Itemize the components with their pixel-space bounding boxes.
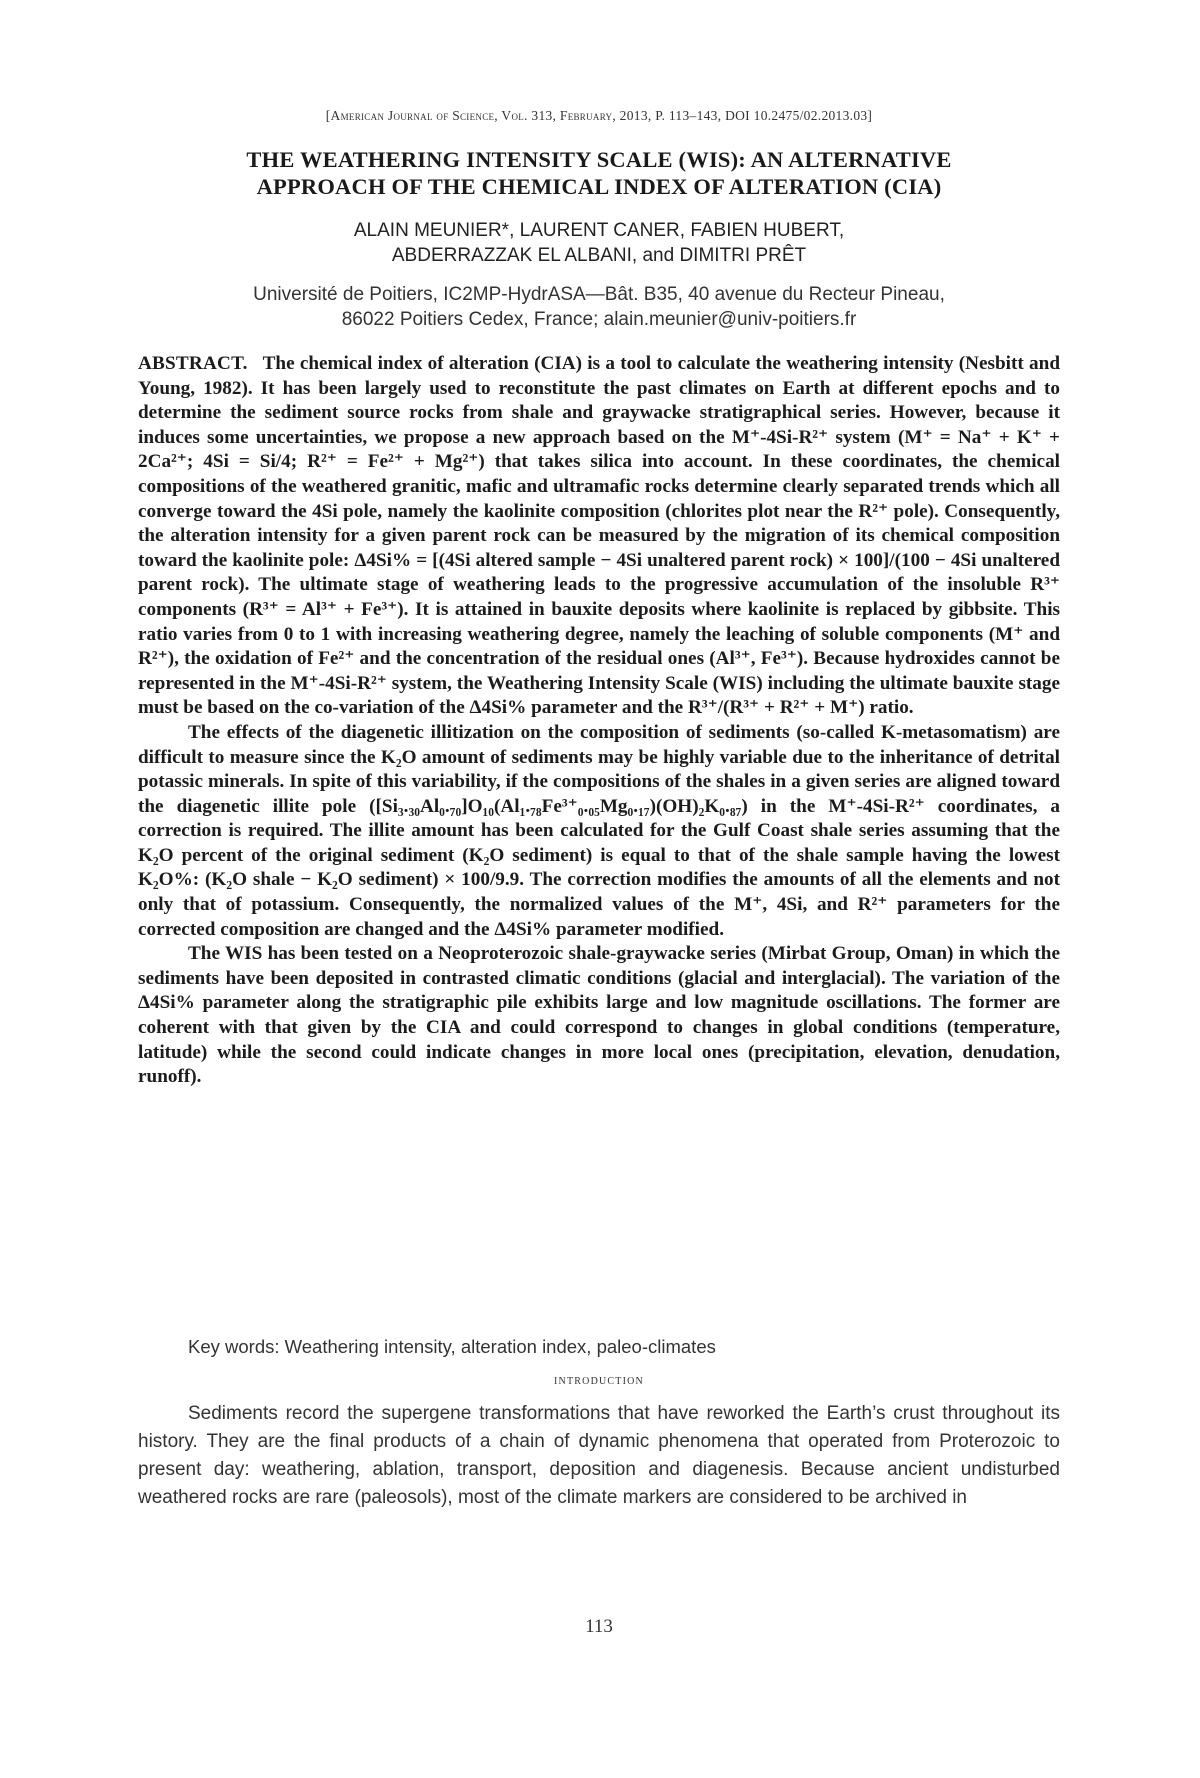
authors-line-2: ABDERRAZZAK EL ALBANI, and DIMITRI PRÊT: [391, 245, 807, 266]
keywords: Key words: Weathering intensity, alteration index, paleo-climates: [188, 1336, 716, 1357]
abstract-paragraph-3: The WIS has been tested on a Neoproterozoic shale-graywacke series (Mirbat Group, Oman) in which the sediments have been deposited in contrasted climatic conditions (glacial and interglacial). The variation of the Δ4Si% parameter along the stratigraphic pile exhibits large and low magnitude oscillations. The former are coherent with that given by the CIA and could correspond to changes in global conditions (temperature, latitude) while the second could indicate changes in more local ones (precipitation, elevation, denudation, runoff).: [138, 943, 1060, 1088]
authors-line-1: ALAIN MEUNIER*, LAURENT CANER, FABIEN HUBERT,: [353, 220, 845, 241]
paper-title: [138, 146, 1060, 200]
paper-page: [138, 0, 1060, 1778]
affiliation-line-1: Université de Poitiers, IC2MP-HydrASA—Bât. B35, 40 avenue du Recteur Pineau,: [253, 284, 945, 305]
affiliation-line-2: 86022 Poitiers Cedex, France; alain.meunier@univ-poitiers.fr: [341, 309, 857, 330]
affiliation: [138, 282, 1060, 332]
abstract-label: ABSTRACT.: [138, 353, 248, 374]
author-list: [138, 218, 1060, 268]
abstract-paragraph-2: The effects of the diagenetic illitization on the composition of sediments (so-called K-metasomatism) are difficult to measure since the K₂O amount of sediments may be highly variable due to the inheritance of detrital potassic minerals. In spite of this variability, if the compositions of the shales in a given series are aligned toward the diagenetic illite pole ([Si₃.₃₀Al₀.₇₀]O₁₀(Al₁.₇₈Fe³⁺₀.₀₅Mg₀.₁₇)(OH)₂K₀.₈₇) in the M⁺-4Si-R²⁺ coordinates, a correction is required. The illite amount has been calculated for the Gulf Coast shale series assuming that the K₂O percent of the original sediment (K₂O sediment) is equal to that of the shale sample having the lowest K₂O%: (K₂O shale − K₂O sediment) × 100/9.9. The correction modifies the amounts of all the elements and not only that of potassium. Consequently, the normalized values of the M⁺, 4Si, and R²⁺ parameters for the corrected composition are changed and the Δ4Si% parameter modified.: [138, 721, 1060, 940]
abstract-paragraph-1: [138, 352, 1060, 721]
title-line-1: THE WEATHERING INTENSITY SCALE (WIS): AN ALTERNATIVE: [246, 147, 952, 172]
running-header: [American Journal of Science, Vol. 313, February, 2013, P. 113–143, DOI 10.2475/02.2013.03]: [325, 108, 873, 123]
page-number: 113: [585, 1616, 613, 1637]
intro-paragraph-1: Sediments record the supergene transformations that have reworked the Earth’s crust throughout its history. They are the final products of a chain of dynamic phenomena that operated from Proterozoic to present day: weathering, ablation, transport, deposition and diagenesis. Because ancient undisturbed weathered rocks are rare (paleosols), most of the climate markers are considered to be archived in: [138, 1403, 1060, 1508]
introduction-body: [138, 1400, 1060, 1512]
section-heading-introduction: introduction: [554, 1373, 644, 1388]
title-line-2: APPROACH OF THE CHEMICAL INDEX OF ALTERATION (CIA): [256, 174, 942, 199]
abstract-text-1: The chemical index of alteration (CIA) is a tool to calculate the weathering intensity (Nesbitt and Young, 1982). It has been largely used to reconstitute the past climates on Earth at different epochs and to determine the sediment source rocks from shale and graywacke stratigraphical series. However, because it induces some uncertainties, we propose a new approach based on the M⁺-4Si-R²⁺ system (M⁺ = Na⁺ + K⁺ + 2Ca²⁺; 4Si = Si/4; R²⁺ = Fe²⁺ + Mg²⁺) that takes silica into account. In these coordinates, the chemical compositions of the weathered granitic, mafic and ultramafic rocks determine clearly separated trends which all converge toward the 4Si pole, namely the kaolinite composition (chlorites plot near the R²⁺ pole). Consequently, the alteration intensity for a given parent rock can be measured by the migration of its chemical composition toward the kaolinite pole: Δ4Si% = [(4Si altered sample − 4Si unaltered parent rock) × 100]/(100 − 4Si unaltered parent rock). The ultimate stage of weathering leads to the progressive accumulation of the insoluble R³⁺ components (R³⁺ = Al³⁺ + Fe³⁺). It is attained in bauxite deposits where kaolinite is replaced by gibbsite. This ratio varies from 0 to 1 with increasing weathering degree, namely the leaching of soluble components (M⁺ and R²⁺), the oxidation of Fe²⁺ and the concentration of the residual ones (Al³⁺, Fe³⁺). Because hydroxides cannot be represented in the M⁺-4Si-R²⁺ system, the Weathering Intensity Scale (WIS) including the ultimate bauxite stage must be based on the co-variation of the Δ4Si% parameter and the R³⁺/(R³⁺ + R²⁺ + M⁺) ratio.: [138, 353, 1060, 719]
abstract: [138, 352, 1060, 1090]
